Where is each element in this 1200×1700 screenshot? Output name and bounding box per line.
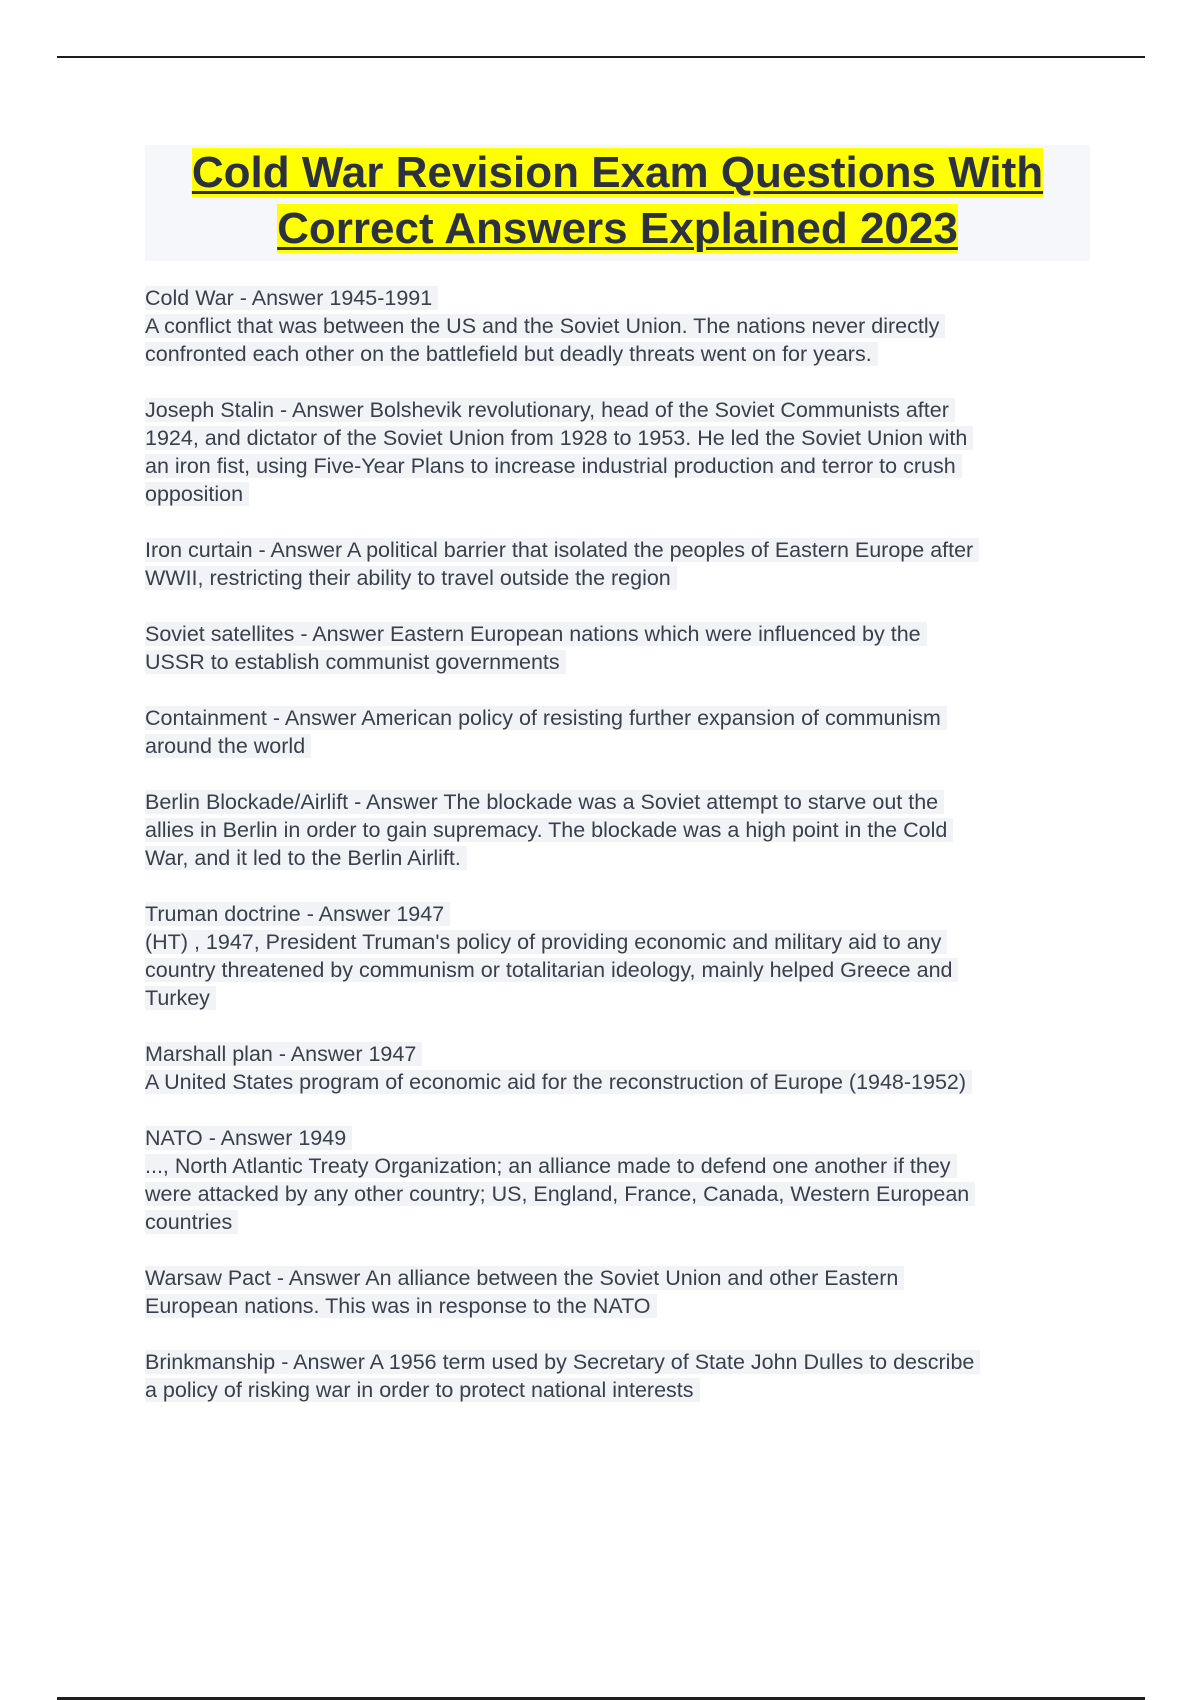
entry-line: WWII, restricting their ability to travel outside the region	[145, 566, 677, 590]
entry-line: 1924, and dictator of the Soviet Union from 1928 to 1953. He led the Soviet Union with	[145, 426, 973, 450]
entry-line: countries	[145, 1210, 238, 1234]
entry-line: USSR to establish communist governments	[145, 650, 566, 674]
header-rule	[57, 56, 1145, 58]
qa-entry-marshall-plan	[145, 1040, 1095, 1096]
entry-line: a policy of risking war in order to protect national interests	[145, 1378, 700, 1402]
entry-line: Cold War - Answer 1945-1991	[145, 286, 438, 310]
entry-line: allies in Berlin in order to gain supremacy. The blockade was a high point in the Cold	[145, 818, 953, 842]
entry-line: NATO - Answer 1949	[145, 1126, 352, 1150]
qa-entry-iron-curtain	[145, 536, 1095, 592]
entry-line: Joseph Stalin - Answer Bolshevik revolutionary, head of the Soviet Communists after	[145, 398, 955, 422]
entry-line: War, and it led to the Berlin Airlift.	[145, 846, 467, 870]
entry-line: Containment - Answer American policy of resisting further expansion of communism	[145, 706, 947, 730]
document-title	[145, 145, 1090, 261]
qa-entry-truman-doctrine	[145, 900, 1095, 1012]
entry-line: A conflict that was between the US and the Soviet Union. The nations never directly	[145, 314, 945, 338]
qa-entry-berlin-blockade	[145, 788, 1095, 872]
entry-line: Truman doctrine - Answer 1947	[145, 902, 450, 926]
entry-line: country threatened by communism or totalitarian ideology, mainly helped Greece and	[145, 958, 958, 982]
entry-line: (HT) , 1947, President Truman's policy of providing economic and military aid to any	[145, 930, 947, 954]
entry-line: Warsaw Pact - Answer An alliance between the Soviet Union and other Eastern	[145, 1266, 904, 1290]
entry-line: opposition	[145, 482, 249, 506]
entry-line: Marshall plan - Answer 1947	[145, 1042, 422, 1066]
entry-line: Iron curtain - Answer A political barrier that isolated the peoples of Eastern Europe after	[145, 538, 979, 562]
entry-line: ..., North Atlantic Treaty Organization; an alliance made to defend one another if they	[145, 1154, 957, 1178]
entry-line: around the world	[145, 734, 311, 758]
entry-line: Berlin Blockade/Airlift - Answer The blockade was a Soviet attempt to starve out the	[145, 790, 944, 814]
qa-list	[145, 284, 1095, 1432]
title-line-2: Correct Answers Explained 2023	[277, 204, 958, 253]
title-line-1: Cold War Revision Exam Questions With	[191, 148, 1044, 197]
entry-line: were attacked by any other country; US, England, France, Canada, Western European	[145, 1182, 975, 1206]
qa-entry-nato	[145, 1124, 1095, 1236]
qa-entry-soviet-satellites	[145, 620, 1095, 676]
entry-line: Turkey	[145, 986, 216, 1010]
qa-entry-brinkmanship	[145, 1348, 1095, 1404]
qa-entry-containment	[145, 704, 1095, 760]
qa-entry-warsaw-pact	[145, 1264, 1095, 1320]
entry-line: European nations. This was in response to the NATO	[145, 1294, 657, 1318]
entry-line: Brinkmanship - Answer A 1956 term used by Secretary of State John Dulles to describe	[145, 1350, 980, 1374]
entry-line: an iron fist, using Five-Year Plans to increase industrial production and terror to crush	[145, 454, 962, 478]
qa-entry-cold-war	[145, 284, 1095, 368]
entry-line: confronted each other on the battlefield but deadly threats went on for years.	[145, 342, 878, 366]
entry-line: A United States program of economic aid for the reconstruction of Europe (1948-1952)	[145, 1070, 972, 1094]
qa-entry-joseph-stalin	[145, 396, 1095, 508]
entry-line: Soviet satellites - Answer Eastern European nations which were influenced by the	[145, 622, 927, 646]
